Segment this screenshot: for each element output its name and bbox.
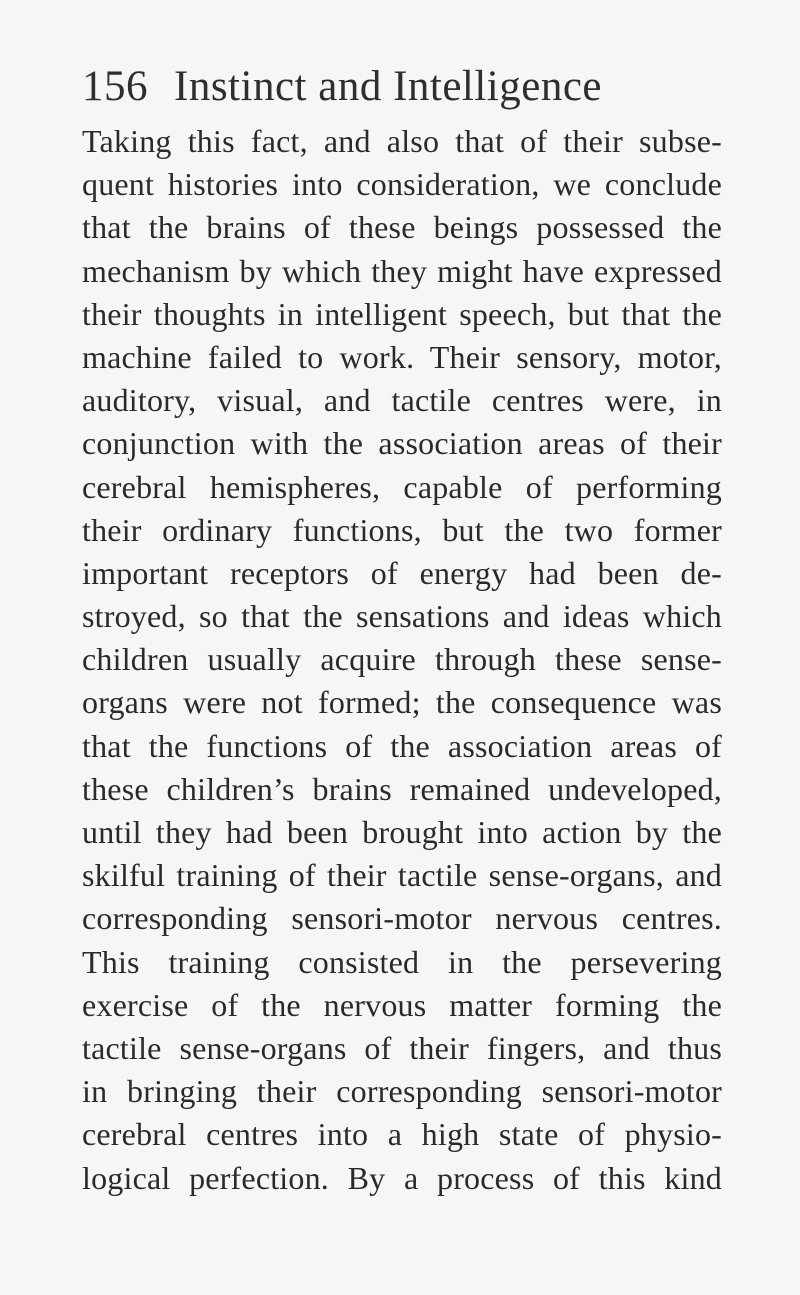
text-line: their ordinary functions, but the two former xyxy=(82,511,722,548)
text-line: quent histories into consideration, we conclude xyxy=(82,166,722,203)
text-line: stroyed, so that the sensations and ideas which xyxy=(82,598,722,635)
text-line: these children’s brains remained undeveloped, xyxy=(82,770,722,807)
text-line: their thoughts in intelligent speech, but that the xyxy=(82,295,722,332)
text-line: children usually acquire through these sense- xyxy=(82,641,722,678)
running-head xyxy=(82,62,602,122)
text-line: auditory, visual, and tactile centres were, in xyxy=(82,382,722,419)
text-line: in bringing their corresponding sensori-motor xyxy=(82,1073,722,1110)
text-line: that the brains of these beings possessed the xyxy=(82,209,722,246)
running-title: Instinct and Intelligence xyxy=(174,63,603,110)
text-line: organs were not formed; the consequence was xyxy=(82,684,722,721)
text-line: important receptors of energy had been de- xyxy=(82,554,722,591)
page-number: 156 xyxy=(82,63,148,110)
text-line: that the functions of the association areas of xyxy=(82,727,722,764)
text-line: skilful training of their tactile sense-organs, and xyxy=(82,857,722,894)
text-line: mechanism by which they might have expressed xyxy=(82,252,722,289)
text-line: corresponding sensori-motor nervous centres. xyxy=(82,900,722,937)
text-line: Taking this fact, and also that of their subse- xyxy=(82,123,722,159)
text-line: This training consisted in the persevering xyxy=(82,943,722,980)
text-line: exercise of the nervous matter forming the xyxy=(82,986,722,1023)
body-paragraph xyxy=(82,120,722,1200)
text-line: machine failed to work. Their sensory, motor, xyxy=(82,338,722,375)
text-line: cerebral hemispheres, capable of performing xyxy=(82,468,722,505)
text-line: cerebral centres into a high state of physio- xyxy=(82,1116,722,1153)
text-line: until they had been brought into action by the xyxy=(82,814,722,850)
text-line: logical perfection. By a process of this kind xyxy=(82,1159,722,1196)
text-line: conjunction with the association areas of their xyxy=(82,425,722,462)
text-line: tactile sense-organs of their fingers, and thus xyxy=(82,1029,722,1066)
